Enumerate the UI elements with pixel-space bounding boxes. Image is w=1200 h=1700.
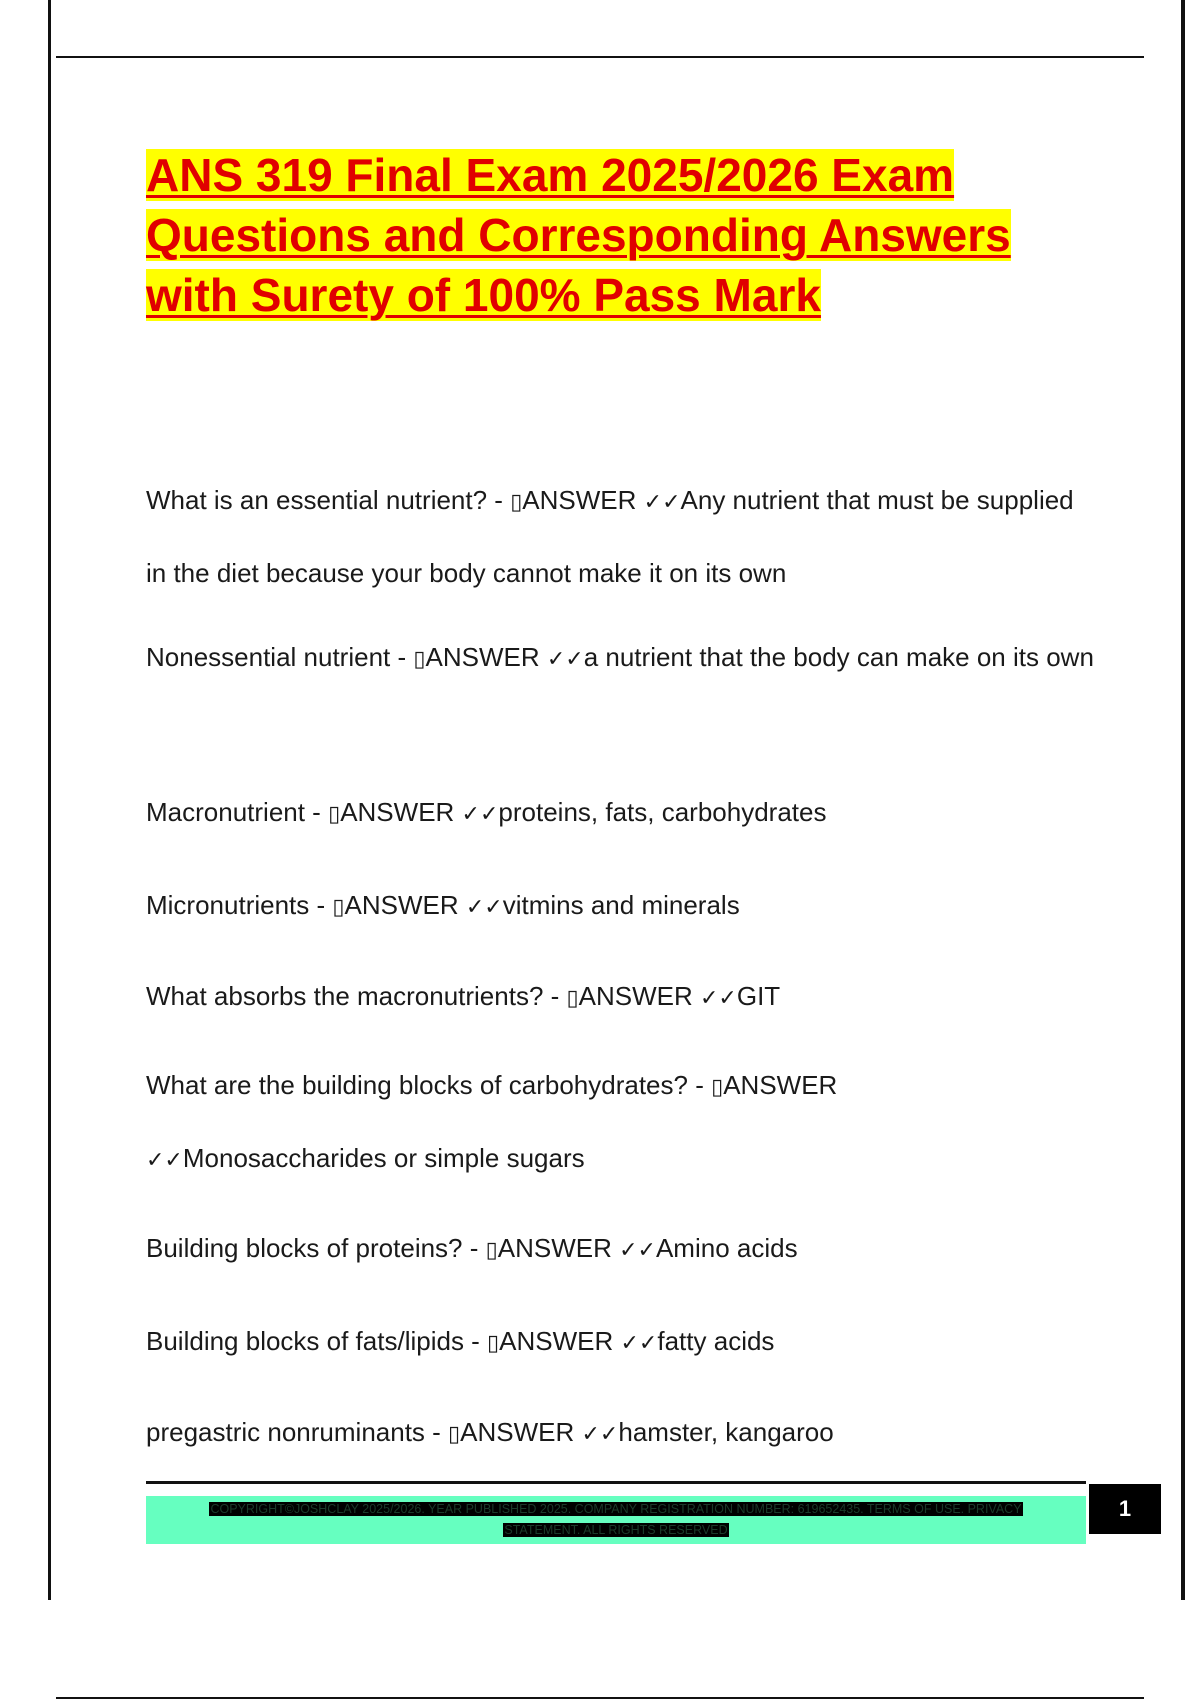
answer-text: Monosaccharides or simple sugars [182, 1143, 585, 1173]
missing-glyph-box-icon: ▯ [487, 1331, 500, 1356]
double-check-icon: ✓✓ [146, 1148, 183, 1173]
double-check-icon: ✓✓ [620, 1331, 658, 1356]
answer-text: a nutrient that the body can make on its own [583, 642, 1094, 672]
question-text: Building blocks of fats/lipids - [146, 1326, 488, 1356]
answer-label: ANSWER [425, 642, 547, 672]
qa-item [146, 465, 1096, 608]
missing-glyph-box-icon: ▯ [711, 1075, 724, 1100]
page-right-border [1181, 0, 1185, 1600]
answer-label: ANSWER [522, 485, 644, 515]
missing-glyph-box-icon: ▯ [328, 802, 341, 827]
answer-label: ANSWER [499, 1326, 621, 1356]
question-text: What is an essential nutrient? - [146, 485, 511, 515]
qa-item [146, 622, 1096, 695]
answer-text: proteins, fats, carbohydrates [498, 797, 827, 827]
question-text: Building blocks of proteins? - [146, 1233, 486, 1263]
qa-item [146, 1397, 1096, 1470]
answer-text: GIT [736, 981, 781, 1011]
answer-text: hamster, kangaroo [618, 1417, 834, 1447]
answer-label: ANSWER [340, 797, 462, 827]
copyright-line-1: COPYRIGHT©JOSHCLAY 2025/2026. YEAR PUBLISHED 2025. COMPANY REGISTRATION NUMBER: 619652435. TERMS OF USE. PRIVACY [210, 1502, 1022, 1516]
double-check-icon: ✓✓ [581, 1422, 619, 1447]
qa-item [146, 1306, 1096, 1379]
answer-label: ANSWER [578, 981, 700, 1011]
qa-item [146, 1213, 1096, 1286]
double-check-icon: ✓✓ [461, 802, 499, 827]
double-check-icon: ✓✓ [546, 647, 584, 672]
title-line-3: with Surety of 100% Pass Mark [146, 269, 821, 321]
title-line-2: Questions and Corresponding Answers [146, 209, 1011, 261]
question-text: Micronutrients - [146, 890, 333, 920]
copyright-footer [146, 1496, 1086, 1544]
answer-label: ANSWER [344, 890, 466, 920]
missing-glyph-box-icon: ▯ [448, 1422, 461, 1447]
answer-label: ANSWER [497, 1233, 620, 1263]
question-text: What are the building blocks of carbohydrates? - [146, 1070, 712, 1100]
answer-text: Any nutrient that must be supplied in the diet because your body cannot make it on its own [146, 485, 1074, 588]
question-text: Macronutrient - [146, 797, 329, 827]
question-text: Nonessential nutrient - [146, 642, 414, 672]
page-left-border [48, 0, 51, 1600]
page-number: 1 [1089, 1484, 1161, 1534]
missing-glyph-box-icon: ▯ [413, 647, 426, 672]
double-check-icon: ✓✓ [643, 490, 681, 515]
next-page-rule [56, 1697, 1144, 1699]
missing-glyph-box-icon: ▯ [566, 986, 579, 1011]
double-check-icon: ✓✓ [699, 986, 737, 1011]
question-text: What absorbs the macronutrients? - [146, 981, 567, 1011]
answer-text: vitmins and minerals [502, 890, 740, 920]
answer-text: fatty acids [657, 1326, 775, 1356]
missing-glyph-box-icon: ▯ [332, 895, 345, 920]
missing-glyph-box-icon: ▯ [485, 1238, 498, 1263]
answer-text: Amino acids [655, 1233, 798, 1263]
answer-label: ANSWER [723, 1070, 838, 1100]
qa-item [146, 870, 1096, 943]
answer-label: ANSWER [460, 1417, 582, 1447]
qa-item [146, 777, 1096, 850]
qa-item [146, 1050, 1096, 1196]
header-rule [56, 56, 1144, 58]
title-line-1: ANS 319 Final Exam 2025/2026 Exam [146, 149, 955, 201]
footer-rule [146, 1481, 1086, 1484]
missing-glyph-box-icon: ▯ [510, 490, 523, 515]
double-check-icon: ✓✓ [465, 895, 503, 920]
question-text: pregastric nonruminants - [146, 1417, 449, 1447]
qa-item [146, 961, 1096, 1034]
copyright-line-2: STATEMENT. ALL RIGHTS RESERVED [504, 1523, 728, 1537]
double-check-icon: ✓✓ [619, 1238, 656, 1263]
document-title [146, 145, 1106, 325]
